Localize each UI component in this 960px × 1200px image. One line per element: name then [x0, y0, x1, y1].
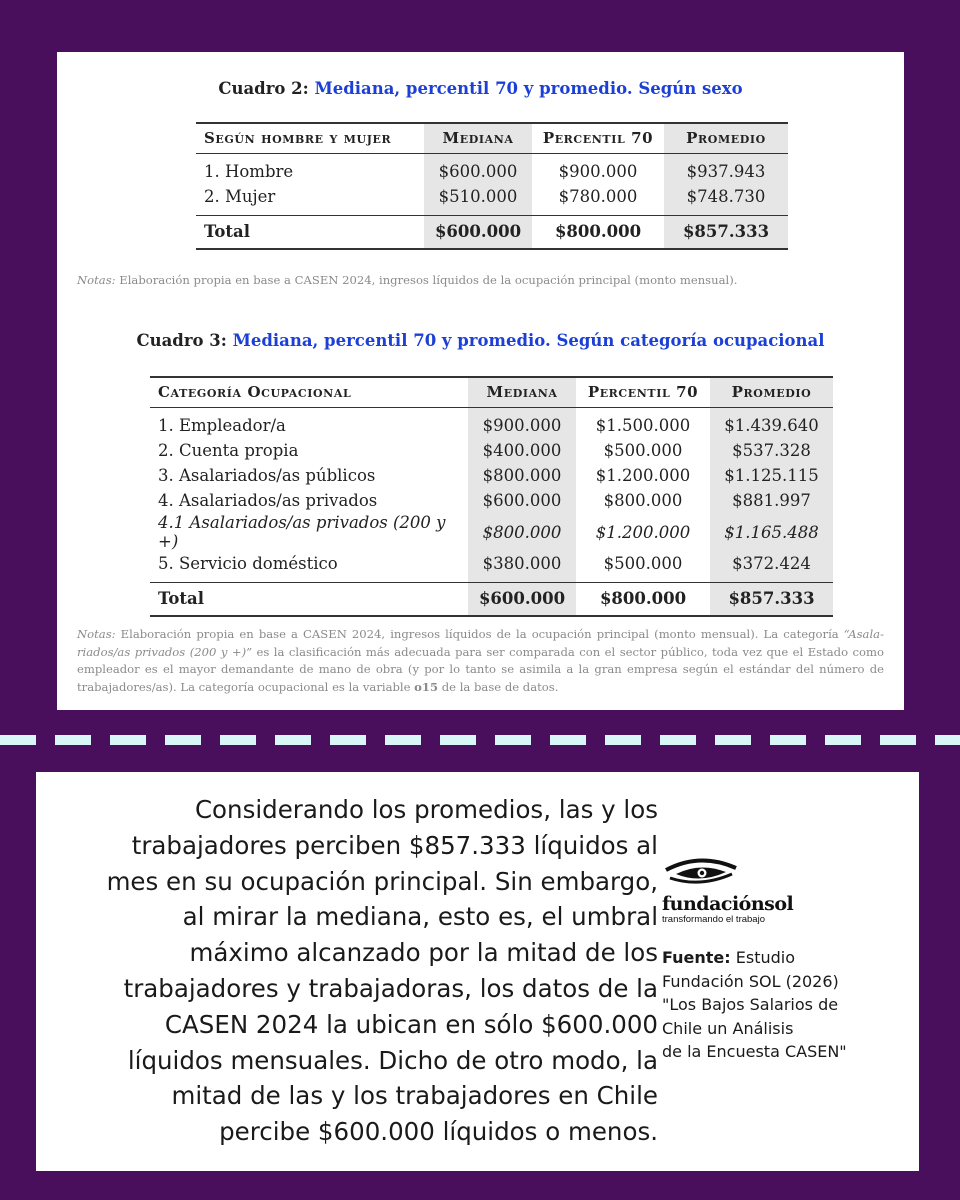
table-row [196, 153, 788, 184]
summary-line: mes en su ocupación principal. Sin embargo, [106, 866, 658, 896]
mean-cell: $937.943 [664, 153, 788, 184]
table-row [150, 551, 833, 582]
median-cell: $900.000 [468, 407, 576, 438]
row-label: 2. Cuenta propia [158, 441, 299, 460]
median-cell: $600.000 [424, 153, 532, 184]
total-p70: $800.000 [554, 222, 642, 242]
notes-variable-code: o15 [414, 679, 439, 694]
p70-cell: $1.500.000 [595, 416, 691, 436]
source-label: Fuente: [662, 948, 731, 967]
source-line: Chile un Análisis [662, 1018, 794, 1038]
summary-panel [36, 772, 919, 1171]
table2-caption-prefix: Cuadro 2: [218, 79, 309, 98]
total-label: Total [204, 222, 250, 242]
total-mean: $857.333 [710, 582, 833, 616]
mean-cell: $881.997 [710, 488, 833, 513]
mean-cell: $537.328 [710, 438, 833, 463]
notes-text-3: de la base de datos. [438, 679, 559, 694]
p70-cell: $800.000 [603, 491, 683, 510]
median-cell: $510.000 [424, 184, 532, 215]
p70-cell: $900.000 [558, 162, 638, 182]
table-row [150, 438, 833, 463]
table2 [196, 122, 788, 250]
median-cell: $600.000 [468, 488, 576, 513]
table3-header-mean: Promedio [710, 377, 833, 407]
notes-text: Elaboración propia en base a CASEN 2024, ingresos líquidos de la ocupación principal (monto mensual). [119, 273, 738, 287]
mean-cell: $1.165.488 [710, 513, 833, 551]
summary-line: percibe $600.000 líquidos o menos. [219, 1117, 658, 1147]
table3-notes [77, 626, 884, 696]
eye-icon [662, 858, 740, 892]
summary-line: al mirar la mediana, esto es, el umbral [182, 902, 658, 932]
row-label: 1. Empleador/a [158, 416, 286, 436]
p70-cell: $1.200.000 [595, 522, 691, 542]
median-cell: $380.000 [468, 551, 576, 582]
source-line: Fundación SOL (2026) [662, 971, 839, 991]
mean-cell: $372.424 [710, 551, 833, 582]
median-cell: $800.000 [468, 513, 576, 551]
summary-text [66, 792, 658, 1150]
source-line: de la Encuesta CASEN" [662, 1042, 847, 1061]
table2-header-category: Según hombre y mujer [204, 129, 392, 148]
table2-notes [77, 272, 887, 290]
table3-caption [57, 331, 904, 350]
logo-name: fundaciónsol [662, 893, 794, 915]
summary-line: mitad de las y los trabajadores en Chile [171, 1081, 658, 1111]
fundacion-sol-logo [662, 858, 812, 925]
total-p70: $800.000 [599, 589, 687, 609]
notes-italic-category: “Asala-riados/as privados (200 y +)” [77, 627, 885, 659]
total-label: Total [158, 589, 204, 609]
table3-caption-title: Mediana, percentil 70 y promedio. Según categoría ocupacional [232, 331, 825, 350]
total-median: $600.000 [468, 582, 576, 616]
table2-caption [57, 79, 904, 98]
median-cell: $800.000 [468, 463, 576, 488]
table-row [150, 513, 833, 551]
row-label: 4. Asalariados/as privados [158, 491, 378, 510]
tables-panel [57, 52, 904, 710]
table2-header-mean: Promedio [664, 123, 788, 153]
table2-total-row [196, 215, 788, 249]
summary-line: máximo alcanzado por la mitad de los [189, 938, 658, 968]
row-label: 3. Asalariados/as públicos [158, 466, 376, 485]
mean-cell: $1.125.115 [710, 463, 833, 488]
summary-line: CASEN 2024 la ubican en sólo $600.000 [164, 1009, 658, 1039]
row-label: 5. Servicio doméstico [158, 553, 338, 573]
total-mean: $857.333 [664, 215, 788, 249]
notes-label: Notas: [77, 273, 116, 287]
table2-header-median: Mediana [424, 123, 532, 153]
summary-line: Considerando los promedios, las y los [194, 795, 658, 824]
table-row [150, 488, 833, 513]
table3-header-category: Categoría Ocupacional [158, 383, 352, 402]
mean-cell: $748.730 [664, 184, 788, 215]
source-line: "Los Bajos Salarios de [662, 995, 839, 1014]
p70-cell: $780.000 [558, 186, 638, 206]
source-line: Estudio [735, 948, 796, 967]
notes-text-1: Elaboración propia en base a CASEN 2024, ingresos líquidos de la ocupación principal (monto mensual). La categoría [120, 627, 844, 641]
row-label: 4.1 Asalariados/as privados (200 y +) [158, 513, 446, 551]
table2-caption-title: Mediana, percentil 70 y promedio. Según sexo [314, 79, 743, 98]
total-median: $600.000 [424, 215, 532, 249]
p70-cell: $1.200.000 [595, 466, 691, 485]
table2-header-row [196, 123, 788, 153]
mean-cell: $1.439.640 [710, 407, 833, 438]
table-row [150, 463, 833, 488]
table3-caption-prefix: Cuadro 3: [136, 331, 227, 350]
row-label: 2. Mujer [204, 186, 276, 206]
p70-cell: $500.000 [603, 553, 683, 573]
table3-total-row [150, 582, 833, 616]
notes-label: Notas: [77, 627, 116, 641]
table-row [150, 407, 833, 438]
table-row [196, 184, 788, 215]
table3-header-p70: Percentil 70 [587, 383, 699, 402]
median-cell: $400.000 [468, 438, 576, 463]
summary-line: trabajadores perciben $857.333 líquidos al [131, 830, 658, 860]
summary-line: trabajadores y trabajadoras, los datos de la [123, 973, 658, 1003]
row-label: 1. Hombre [204, 162, 294, 182]
table2-header-p70: Percentil 70 [542, 129, 654, 148]
logo-tagline: transformando el trabajo [662, 914, 765, 925]
table3 [150, 376, 833, 617]
p70-cell: $500.000 [603, 441, 683, 460]
table3-header-row [150, 377, 833, 407]
summary-line: líquidos mensuales. Dicho de otro modo, la [127, 1045, 658, 1075]
table3-header-median: Mediana [468, 377, 576, 407]
dashed-divider [0, 735, 960, 745]
notes-text-2: es la clasificación más adecuada para ser comparada con el sector público, toda vez que el Estado como empleador es el mayor demandante de mano de obra (y por lo tanto se asimila a la gran empresa según el estándar del número de trabajadores/as). La categoría ocupacional es la variable [77, 644, 885, 694]
source-citation [662, 946, 902, 1064]
